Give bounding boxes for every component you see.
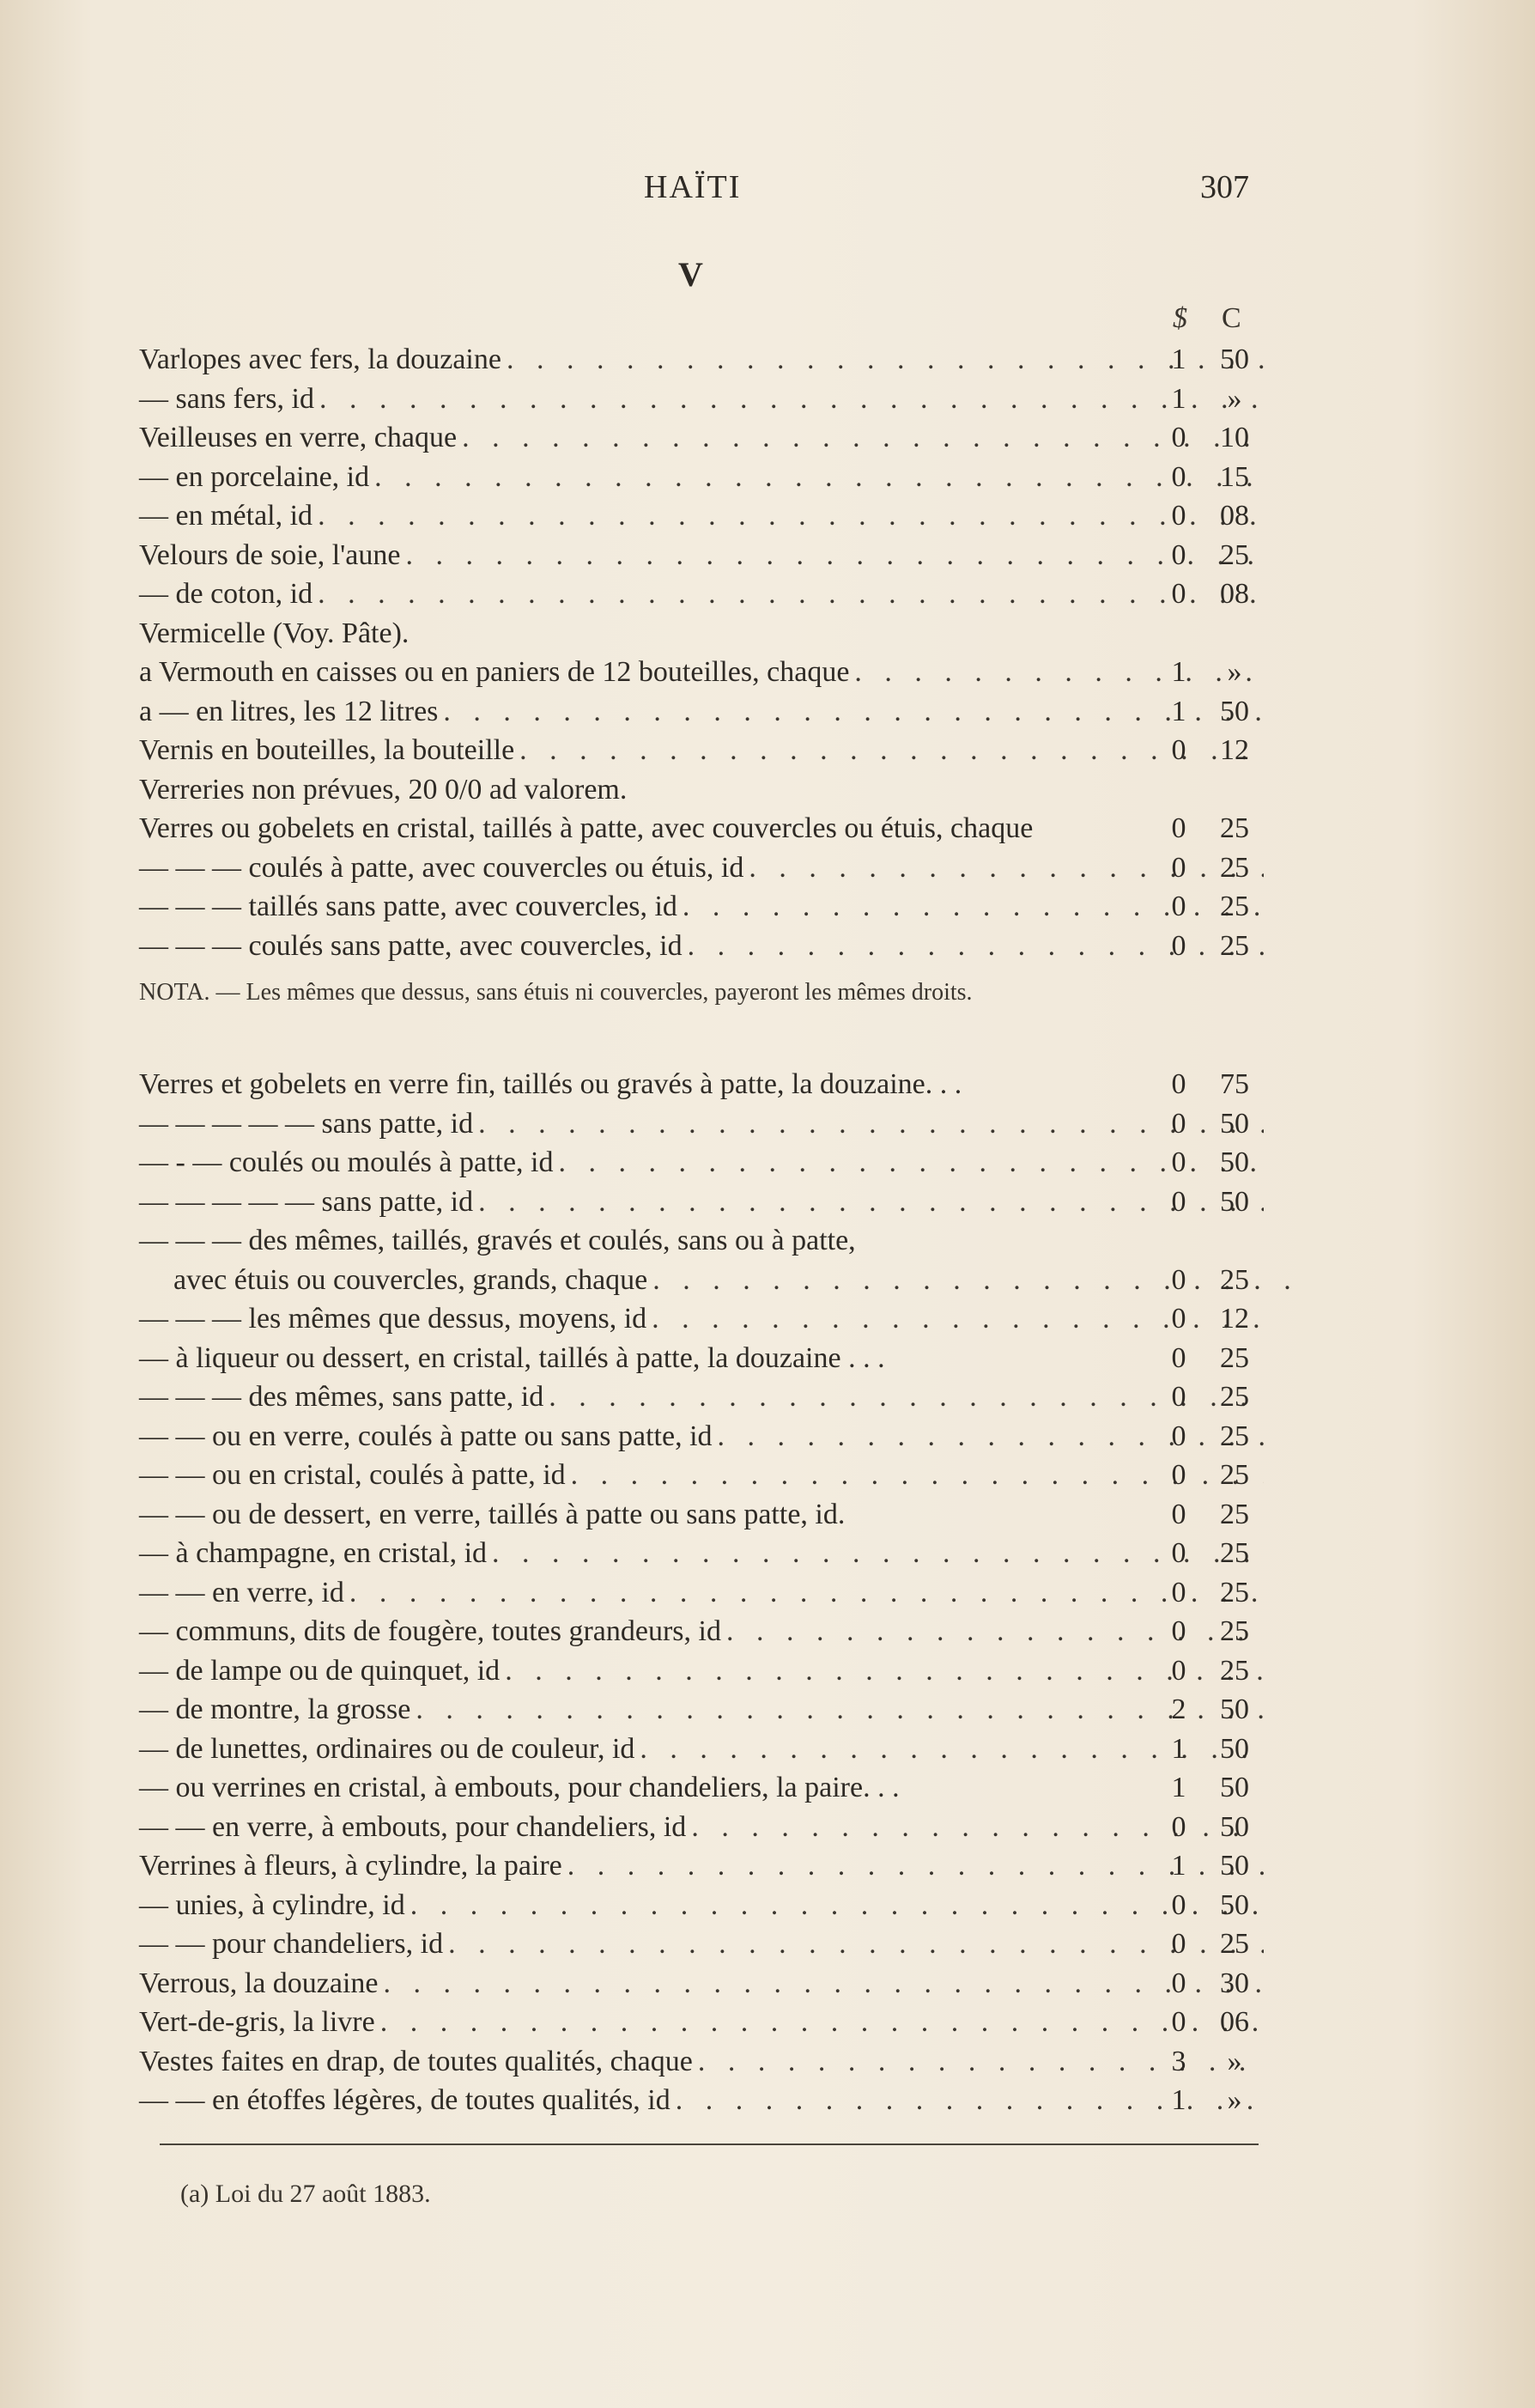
tariff-item-description: — de lunettes, ordinaires ou de couleur, id: [139, 1732, 635, 1765]
duty-dollars: 0: [1171, 1381, 1186, 1413]
tariff-item-description: — — pour chandeliers, id: [139, 1928, 444, 1960]
dot-leader: [473, 1104, 1264, 1144]
dot-leader: [562, 1846, 1264, 1886]
dot-leader: [379, 1964, 1264, 2004]
dot-leader: [344, 1573, 1264, 1613]
tariff-item-description: a Vermouth en caisses ou en paniers de 12 bouteilles, chaque: [139, 656, 850, 688]
tariff-row: [139, 1183, 1264, 1222]
dot-leader: [487, 1534, 1264, 1573]
tariff-item-description: — à champagne, en cristal, id: [139, 1537, 488, 1569]
tariff-item-description: — — — les mêmes que dessus, moyens, id: [139, 1303, 647, 1335]
duty-dollars: 0: [1171, 1888, 1186, 1921]
duty-dollars: 0: [1171, 1107, 1186, 1140]
dot-leader: [438, 692, 1264, 732]
duty-cents: 12: [1220, 734, 1249, 766]
duty-dollars: 0: [1171, 500, 1186, 532]
tariff-row: [139, 2081, 1264, 2120]
nota-text: — Les mêmes que dessus, sans étuis ni couvercles, payeront les mêmes droits.: [215, 979, 973, 1006]
tariff-item-description: Vert-de-gris, la livre: [139, 2006, 375, 2038]
duty-cents: 25: [1220, 812, 1249, 844]
duty-cents: 25: [1220, 1341, 1249, 1374]
duty-dollars: 0: [1171, 1654, 1186, 1687]
nota-paragraph: [139, 976, 1135, 1010]
duty-cents: 25: [1220, 851, 1249, 884]
duty-cents: 15: [1220, 460, 1249, 493]
duty-dollars: 0: [1171, 812, 1186, 844]
duty-cents: 25: [1220, 1263, 1249, 1296]
dot-leader: [314, 380, 1264, 419]
tariff-item-description: — de montre, la grosse: [139, 1694, 411, 1725]
duty-dollars: 0: [1171, 734, 1186, 766]
duty-cents: 08: [1220, 578, 1249, 610]
tariff-item-description: — de coton, id: [139, 578, 313, 610]
tariff-item-description: Vermicelle (Voy. Pâte).: [139, 617, 410, 649]
tariff-row: [139, 848, 1264, 888]
duty-dollars: 0: [1171, 1341, 1186, 1374]
tariff-row: [139, 575, 1264, 614]
duty-cents: »: [1227, 656, 1242, 688]
tariff-item-description: Vernis en bouteilles, la bouteille: [139, 734, 515, 766]
tariff-item-description: Verrines à fleurs, à cylindre, la paire: [139, 1850, 562, 1882]
duty-dollars: 0: [1171, 1420, 1186, 1452]
tariff-row: [139, 1143, 1264, 1183]
duty-dollars: 0: [1171, 891, 1186, 922]
dot-leader: [457, 418, 1264, 458]
duty-cents: 25: [1220, 929, 1249, 962]
tariff-row: [139, 1612, 1264, 1651]
tariff-row: [139, 418, 1264, 458]
tariff-row: [139, 1573, 1264, 1613]
tariff-row: [139, 1377, 1264, 1417]
tariff-row: [139, 653, 1264, 692]
tariff-row: [139, 496, 1264, 536]
dot-leader: [554, 1143, 1264, 1183]
tariff-item-description: — unies, à cylindre, id: [139, 1888, 405, 1921]
duty-cents: 25: [1220, 1576, 1249, 1608]
tariff-item-description: — — — coulés à patte, avec couvercles ou étuis, id: [139, 851, 744, 884]
duty-cents: 75: [1220, 1068, 1249, 1100]
tariff-row: [139, 1065, 1264, 1104]
duty-dollars: 0: [1171, 1146, 1186, 1178]
tariff-row: [173, 1261, 1298, 1300]
dot-leader: [473, 1183, 1264, 1222]
dot-leader: [566, 1456, 1264, 1495]
tariff-item-description: — en porcelaine, id: [139, 460, 370, 493]
duty-cents: 50: [1220, 1810, 1249, 1843]
tariff-row: [139, 458, 1264, 497]
tariff-item-description: — — — taillés sans patte, avec couvercles, id: [139, 891, 677, 922]
column-header-cents: C: [1222, 302, 1241, 334]
tariff-row: [139, 2003, 1264, 2042]
duty-dollars: 1: [1171, 344, 1186, 375]
dot-leader: [312, 496, 1264, 536]
section-letter: V: [678, 255, 703, 294]
duty-cents: 25: [1220, 1498, 1249, 1530]
duty-dollars: 0: [1171, 538, 1186, 571]
tariff-row: [139, 1534, 1264, 1573]
dot-leader: [375, 2003, 1264, 2042]
tariff-row: [139, 380, 1264, 419]
tariff-item-description: — — — des mêmes, taillés, gravés et coulés, sans ou à patte,: [139, 1225, 856, 1256]
duty-cents: 25: [1220, 1537, 1249, 1569]
duty-dollars: 0: [1171, 578, 1186, 610]
duty-dollars: 0: [1171, 1576, 1186, 1608]
duty-cents: 50: [1220, 344, 1249, 375]
duty-dollars: 1: [1171, 695, 1186, 727]
duty-cents: 25: [1220, 1420, 1249, 1452]
tariff-item-description: — — — des mêmes, sans patte, id: [139, 1381, 544, 1413]
duty-cents: 25: [1220, 891, 1249, 922]
tariff-row: [139, 692, 1264, 732]
duty-dollars: 0: [1171, 2006, 1186, 2038]
dot-leader: [500, 1651, 1264, 1691]
tariff-item-description: — ou verrines en cristal, à embouts, pour chandeliers, la paire. . .: [139, 1772, 900, 1803]
tariff-item-description: — - — coulés ou moulés à patte, id: [139, 1146, 554, 1178]
duty-dollars: 0: [1171, 460, 1186, 493]
tariff-item-description: — — — — — sans patte, id: [139, 1107, 474, 1140]
tariff-item-description: Veilleuses en verre, chaque: [139, 422, 458, 453]
dot-leader: [369, 458, 1264, 497]
dot-leader: [401, 536, 1265, 575]
duty-cents: »: [1227, 382, 1242, 415]
tariff-row: [139, 1768, 1264, 1808]
tariff-item-description: — en métal, id: [139, 500, 313, 532]
tariff-row: [139, 1690, 1264, 1730]
tariff-row: [139, 1299, 1264, 1339]
duty-dollars: 0: [1171, 1498, 1186, 1530]
tariff-item-description: — — en étoffes légères, de toutes qualités, id: [139, 2084, 670, 2116]
duty-cents: 50: [1220, 695, 1249, 727]
column-header-dollars: $: [1173, 302, 1187, 334]
dot-leader: [405, 1886, 1264, 1925]
tariff-item-description: — — en verre, à embouts, pour chandeliers, id: [139, 1810, 687, 1843]
duty-cents: »: [1227, 2045, 1242, 2077]
tariff-item-description: Varlopes avec fers, la douzaine: [139, 344, 501, 375]
tariff-item-description: — — ou en verre, coulés à patte ou sans patte, id: [139, 1420, 713, 1452]
footnote-rule: [160, 2143, 1259, 2145]
duty-cents: 25: [1220, 538, 1249, 571]
tariff-item-description: — — en verre, id: [139, 1576, 344, 1608]
duty-dollars: 0: [1171, 929, 1186, 962]
duty-cents: 25: [1220, 1459, 1249, 1491]
duty-dollars: 2: [1171, 1694, 1186, 1725]
duty-dollars: 0: [1171, 1185, 1186, 1218]
tariff-row: [139, 809, 1264, 848]
duty-dollars: 0: [1171, 1928, 1186, 1960]
duty-dollars: 0: [1171, 1810, 1186, 1843]
tariff-row: [139, 340, 1264, 380]
running-head: [0, 168, 1535, 211]
duty-dollars: 1: [1171, 1732, 1186, 1765]
dot-leader: [849, 653, 1264, 692]
duty-dollars: 1: [1171, 2084, 1186, 2116]
tariff-row: [139, 1808, 1264, 1847]
duty-cents: 25: [1220, 1615, 1249, 1647]
duty-cents: 50: [1220, 1772, 1249, 1803]
duty-dollars: 0: [1171, 1459, 1186, 1491]
tariff-row: [139, 614, 1264, 654]
duty-cents: »: [1227, 2084, 1242, 2116]
tariff-item-description: — — — coulés sans patte, avec couvercles, id: [139, 929, 683, 962]
nota-label: NOTA.: [139, 979, 210, 1006]
duty-dollars: 0: [1171, 1303, 1186, 1335]
dot-leader: [312, 575, 1264, 614]
tariff-row: [139, 1456, 1264, 1495]
footnote: (a) Loi du 27 août 1883.: [180, 2180, 431, 2208]
tariff-row: [139, 1925, 1264, 1964]
tariff-row: [139, 927, 1264, 966]
dot-leader: [543, 1377, 1264, 1417]
duty-dollars: 0: [1171, 1263, 1186, 1296]
duty-cents: 50: [1220, 1107, 1249, 1140]
tariff-item-description: — sans fers, id: [139, 382, 314, 415]
duty-dollars: 0: [1171, 1615, 1186, 1647]
tariff-item-description: avec étuis ou couvercles, grands, chaque: [173, 1263, 648, 1296]
page-number: 307: [1200, 169, 1249, 205]
tariff-item-description: — communs, dits de fougère, toutes grandeurs, id: [139, 1615, 721, 1647]
duty-cents: 50: [1220, 1146, 1249, 1178]
tariff-row: [139, 1730, 1264, 1769]
tariff-item-description: — — — — — sans patte, id: [139, 1185, 474, 1218]
duty-cents: 50: [1220, 1888, 1249, 1921]
dot-leader: [647, 1261, 1298, 1300]
tariff-item-description: Vestes faites en drap, de toutes qualités, chaque: [139, 2045, 693, 2077]
dot-leader: [514, 731, 1264, 770]
dot-leader: [501, 340, 1264, 380]
duty-cents: 12: [1220, 1303, 1249, 1335]
tariff-row: [139, 1339, 1264, 1378]
duty-dollars: 1: [1171, 1850, 1186, 1882]
duty-dollars: 1: [1171, 1772, 1186, 1803]
tariff-item-description: Verrous, la douzaine: [139, 1967, 379, 1999]
tariff-row: [139, 2042, 1264, 2082]
duty-dollars: 1: [1171, 656, 1186, 688]
tariff-row: [139, 1221, 1264, 1261]
tariff-item-description: — à liqueur ou dessert, en cristal, taillés à patte, la douzaine . . .: [139, 1341, 885, 1374]
duty-dollars: 0: [1171, 422, 1186, 453]
tariff-row: [139, 731, 1264, 770]
duty-cents: 50: [1220, 1694, 1249, 1725]
tariff-item-description: Verres ou gobelets en cristal, taillés à patte, avec couvercles ou étuis, chaque: [139, 812, 1034, 844]
dot-leader: [443, 1925, 1264, 1964]
duty-cents: 25: [1220, 1654, 1249, 1687]
duty-dollars: 0: [1171, 1967, 1186, 1999]
tariff-row: [139, 1846, 1264, 1886]
tariff-item-description: — — ou en cristal, coulés à patte, id: [139, 1459, 566, 1491]
tariff-item-description: Verreries non prévues, 20 0/0 ad valorem.: [139, 773, 628, 806]
duty-cents: 30: [1220, 1967, 1249, 1999]
duty-dollars: 0: [1171, 1537, 1186, 1569]
duty-dollars: 0: [1171, 1068, 1186, 1100]
tariff-item-description: — — ou de dessert, en verre, taillés à patte ou sans patte, id.: [139, 1498, 846, 1530]
tariff-row: [139, 1495, 1264, 1535]
duty-dollars: 3: [1171, 2045, 1186, 2077]
duty-cents: 50: [1220, 1850, 1249, 1882]
duty-cents: 25: [1220, 1928, 1249, 1960]
tariff-row: [139, 770, 1264, 810]
duty-cents: 10: [1220, 422, 1249, 453]
tariff-item-description: a — en litres, les 12 litres: [139, 695, 439, 727]
dot-leader: [410, 1690, 1264, 1730]
duty-dollars: 1: [1171, 382, 1186, 415]
tariff-row: [139, 887, 1264, 927]
running-title: HAÏTI: [644, 169, 742, 205]
duty-cents: 08: [1220, 500, 1249, 532]
duty-dollars: 0: [1171, 851, 1186, 884]
tariff-row: [139, 536, 1264, 575]
tariff-row: [139, 1417, 1264, 1456]
duty-cents: 50: [1220, 1185, 1249, 1218]
duty-cents: 25: [1220, 1381, 1249, 1413]
tariff-row: [139, 1886, 1264, 1925]
tariff-item-description: Velours de soie, l'aune: [139, 538, 401, 571]
tariff-row: [139, 1651, 1264, 1691]
duty-cents: 06: [1220, 2006, 1249, 2038]
tariff-item-description: — de lampe ou de quinquet, id: [139, 1654, 501, 1687]
duty-cents: 50: [1220, 1732, 1249, 1765]
tariff-row: [139, 1964, 1264, 2004]
tariff-row: [139, 1104, 1264, 1144]
tariff-item-description: Verres et gobelets en verre fin, taillés ou gravés à patte, la douzaine. . .: [139, 1068, 962, 1100]
